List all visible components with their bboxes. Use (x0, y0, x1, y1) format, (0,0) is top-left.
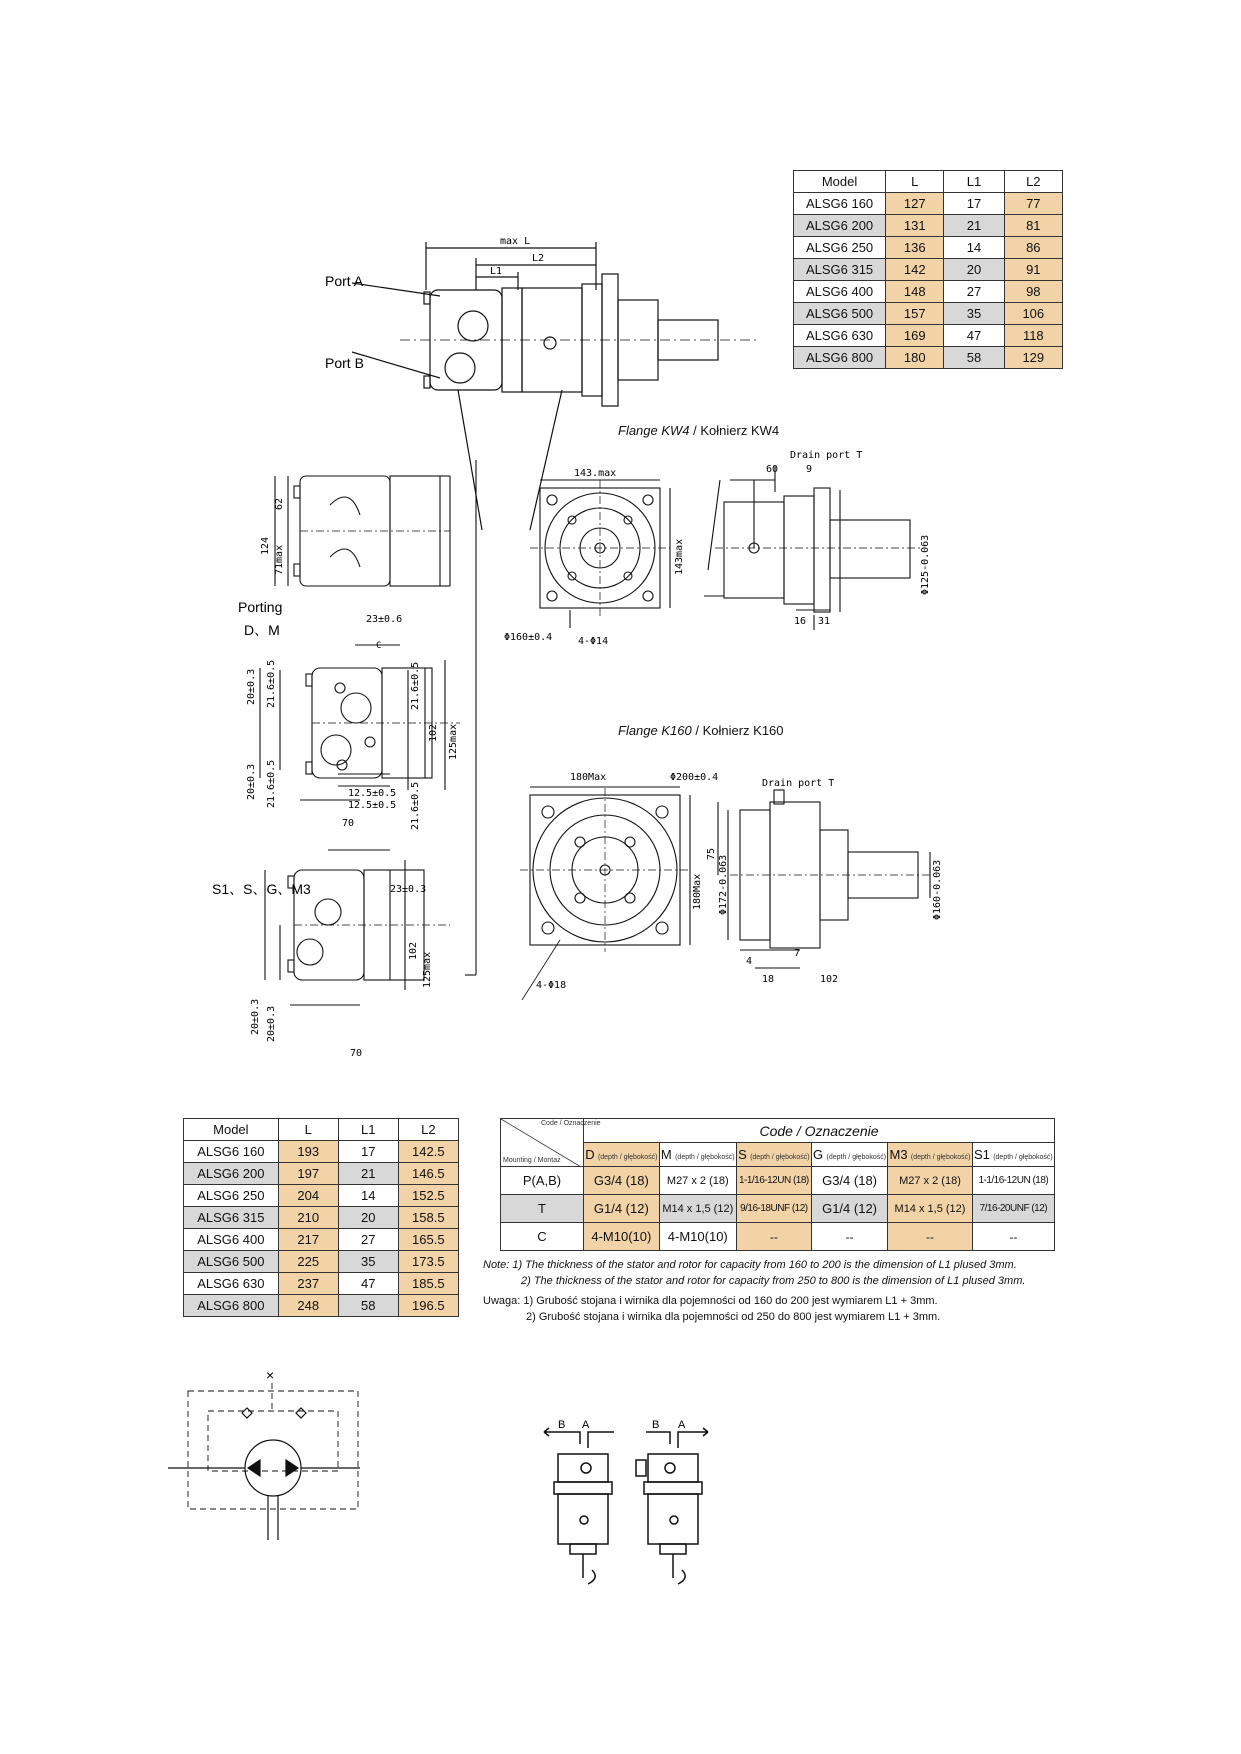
depth-note: (depth / głębokość) (597, 1154, 658, 1161)
dim-l1: L1 (490, 266, 503, 277)
l1-cell: 21 (944, 215, 1004, 237)
dim-31: 31 (818, 616, 831, 627)
code-cell: -- (811, 1223, 887, 1251)
l2-cell: 98 (1004, 281, 1062, 303)
dim-216-05-d: 21.6±0.5 (410, 781, 421, 830)
dim-4: 4 (746, 956, 753, 967)
l1-cell: 20 (338, 1207, 398, 1229)
code-cell: 9/16-18UNF (12) (736, 1195, 811, 1223)
l2-cell: 91 (1004, 259, 1062, 281)
code-cell: 4-M10(10) (584, 1223, 660, 1251)
rot-label-a1: A (582, 1419, 590, 1431)
dim-125-05-b: 12.5±0.5 (348, 800, 397, 811)
l-cell: 225 (278, 1251, 338, 1273)
depth-note: (depth / głębokość) (910, 1154, 971, 1161)
note-line: Note: 1) The thickness of the stator and rotor for capacity from 160 to 200 is the dimension of L1 plused 3mm. (483, 1259, 1017, 1271)
model-cell: ALSG6 400 (794, 281, 886, 303)
dim-20-03-b: 20±0.3 (246, 763, 257, 800)
table-row (184, 1207, 459, 1229)
code-header-m3 (888, 1143, 972, 1167)
l-cell: 148 (886, 281, 944, 303)
code-cell: G1/4 (12) (584, 1195, 660, 1223)
dimension-table-bottom (183, 1118, 459, 1317)
dim-125max-b: 125max (422, 951, 433, 988)
model-cell: ALSG6 200 (794, 215, 886, 237)
l-cell: 204 (278, 1185, 338, 1207)
l-cell: 248 (278, 1295, 338, 1317)
code-cell: 1-1/16-12UN (18) (736, 1167, 811, 1195)
l-cell: 180 (886, 347, 944, 369)
dim-216-05-c: 21.6±0.5 (266, 759, 277, 808)
dim-125-05-a: 12.5±0.5 (348, 788, 397, 799)
notes-en (483, 1257, 1103, 1289)
drain-port-label-2: Drain port T (762, 778, 835, 789)
rotation-diagrams (530, 1420, 730, 1590)
dim-60: 60 (766, 464, 779, 475)
row-label: P(A,B) (501, 1167, 584, 1195)
dim-l2: L2 (532, 253, 545, 264)
dim-phi125: Φ125-0.063 (920, 534, 931, 595)
depth-note: (depth / głębokość) (826, 1154, 887, 1161)
code-letter: S (738, 1147, 747, 1162)
model-cell: ALSG6 630 (794, 325, 886, 347)
dim-max-l: max L (500, 236, 531, 247)
dim-phi160b: Φ160-0.063 (932, 859, 943, 920)
l2-cell: 142.5 (398, 1141, 458, 1163)
dim-20-03-c: 20±0.3 (250, 998, 261, 1035)
table-row (794, 281, 1063, 303)
dim-23-03: 23±0.3 (390, 884, 427, 895)
table-row (794, 325, 1063, 347)
l1-cell: 47 (944, 325, 1004, 347)
l2-cell: 118 (1004, 325, 1062, 347)
l1-cell: 58 (338, 1295, 398, 1317)
col-header: L (278, 1119, 338, 1141)
dim-18: 18 (762, 974, 775, 985)
dim-75: 75 (706, 847, 717, 860)
code-header-m (659, 1143, 736, 1167)
dim-phi200: Φ200±0.4 (670, 772, 719, 783)
note-line: Uwaga: 1) Grubość stojana i wirnika dla pojemności od 160 do 200 jest wymiarem L1 + 3mm. (483, 1295, 938, 1307)
dim-62: 62 (274, 497, 285, 510)
dim-c: C (376, 641, 382, 651)
model-cell: ALSG6 315 (184, 1207, 279, 1229)
drain-port-label: Drain port T (790, 450, 863, 461)
l1-cell: 35 (338, 1251, 398, 1273)
flange-k160-caption (618, 723, 784, 738)
col-header: Model (794, 171, 886, 193)
dim-71max: 71max (274, 544, 285, 575)
dim-16: 16 (794, 616, 807, 627)
dim-102-b: 102 (408, 941, 419, 960)
l-cell: 157 (886, 303, 944, 325)
code-cell: -- (888, 1223, 972, 1251)
model-cell: ALSG6 500 (184, 1251, 279, 1273)
dim-4phi14: 4-Φ14 (578, 636, 609, 647)
l1-cell: 35 (944, 303, 1004, 325)
table-row (184, 1229, 459, 1251)
model-cell: ALSG6 800 (184, 1295, 279, 1317)
dim-20-03-d: 20±0.3 (266, 1005, 277, 1042)
table-row (794, 215, 1063, 237)
dim-216-05-b: 21.6±0.5 (410, 661, 421, 710)
l2-cell: 81 (1004, 215, 1062, 237)
dim-70-a: 70 (342, 818, 355, 829)
dim-143max: 143.max (574, 468, 617, 479)
rot-label-b1: B (558, 1419, 566, 1431)
code-cell: -- (972, 1223, 1054, 1251)
hydraulic-symbol (170, 1365, 370, 1550)
l-cell: 131 (886, 215, 944, 237)
note-line: 2) Grubość stojana i wirnika dla pojemności od 250 do 800 jest wymiarem L1 + 3mm. (526, 1311, 941, 1323)
table-row (501, 1195, 1055, 1223)
code-cell: -- (736, 1223, 811, 1251)
l-cell: 217 (278, 1229, 338, 1251)
code-header-d (584, 1143, 660, 1167)
model-cell: ALSG6 800 (794, 347, 886, 369)
table-row (794, 303, 1063, 325)
dim-phi160: Φ160±0.4 (504, 632, 553, 643)
l1-cell: 47 (338, 1273, 398, 1295)
table-row (184, 1185, 459, 1207)
l1-cell: 27 (338, 1229, 398, 1251)
row-label: T (501, 1195, 584, 1223)
l1-cell: 14 (944, 237, 1004, 259)
l2-cell: 146.5 (398, 1163, 458, 1185)
porting-views (212, 460, 510, 1060)
model-cell: ALSG6 160 (794, 193, 886, 215)
code-letter: S1 (973, 1147, 990, 1162)
l-cell: 169 (886, 325, 944, 347)
col-header: L2 (398, 1119, 458, 1141)
table-row (184, 1163, 459, 1185)
model-cell: ALSG6 160 (184, 1141, 279, 1163)
code-letter: M (660, 1147, 672, 1162)
caption-pl: / Kołnierz K160 (691, 723, 784, 738)
model-cell: ALSG6 250 (184, 1185, 279, 1207)
l2-cell: 158.5 (398, 1207, 458, 1229)
dim-125max-a: 125max (448, 723, 459, 760)
l-cell: 237 (278, 1273, 338, 1295)
corner-top-label: Code / Oznaczenie (541, 1120, 601, 1127)
l2-cell: 196.5 (398, 1295, 458, 1317)
l2-cell: 106 (1004, 303, 1062, 325)
rot-label-b2: B (652, 1419, 660, 1431)
symbol-x: × (266, 1367, 275, 1383)
dim-180max: 180Max (570, 772, 607, 783)
l2-cell: 86 (1004, 237, 1062, 259)
dim-20-03-a: 20±0.3 (246, 668, 257, 705)
porting-s-label: S1、S、G、M3 (212, 881, 311, 897)
col-header: L (886, 171, 944, 193)
porting-dm-label: D、M (244, 622, 280, 638)
corner-bottom-label: Mounting / Montaż (503, 1157, 561, 1164)
code-cell: 7/16-20UNF (12) (972, 1195, 1054, 1223)
table-row (794, 347, 1063, 369)
l2-cell: 185.5 (398, 1273, 458, 1295)
code-letter: G (813, 1147, 824, 1162)
code-cell: M14 x 1,5 (12) (888, 1195, 972, 1223)
dim-143max-v: 143max (674, 538, 685, 575)
dim-7: 7 (794, 948, 801, 959)
porting-label: Porting (238, 599, 283, 615)
notes-pl (483, 1293, 1103, 1325)
dim-124: 124 (260, 536, 271, 555)
code-corner-cell (501, 1119, 601, 1167)
table-row (794, 193, 1063, 215)
l-cell: 136 (886, 237, 944, 259)
model-cell: ALSG6 400 (184, 1229, 279, 1251)
dim-4phi18: 4-Φ18 (536, 980, 567, 991)
code-cell: G3/4 (18) (811, 1167, 887, 1195)
code-cell: 1-1/16-12UN (18) (972, 1167, 1054, 1195)
l-cell: 210 (278, 1207, 338, 1229)
code-title: Code / Oznaczenie (584, 1119, 1055, 1143)
l1-cell: 27 (944, 281, 1004, 303)
code-letter: D (585, 1147, 595, 1162)
table-row (184, 1273, 459, 1295)
caption-en: Flange K160 (618, 723, 692, 738)
depth-note: (depth / głębokość) (750, 1154, 810, 1161)
l1-cell: 17 (338, 1141, 398, 1163)
l1-cell: 14 (338, 1185, 398, 1207)
table-row (184, 1141, 459, 1163)
table-row (794, 237, 1063, 259)
l-cell: 197 (278, 1163, 338, 1185)
code-letter: M3 (889, 1147, 908, 1162)
col-header: L2 (1004, 171, 1062, 193)
code-header-s (736, 1143, 811, 1167)
dim-180max-v: 180Max (692, 873, 703, 910)
l-cell: 193 (278, 1141, 338, 1163)
model-cell: ALSG6 315 (794, 259, 886, 281)
table-row (184, 1295, 459, 1317)
depth-note: (depth / głębokość) (993, 1154, 1053, 1161)
note-line: 2) The thickness of the stator and rotor for capacity from 250 to 800 is the dimension of L1 plused 3mm. (521, 1275, 1026, 1287)
dim-216-05-a: 21.6±0.5 (266, 659, 277, 708)
l2-cell: 165.5 (398, 1229, 458, 1251)
dim-102-a: 102 (428, 723, 439, 742)
l1-cell: 20 (944, 259, 1004, 281)
col-header: Model (184, 1119, 279, 1141)
l-cell: 142 (886, 259, 944, 281)
code-cell: M14 x 1,5 (12) (659, 1195, 736, 1223)
code-header-s1 (972, 1143, 1054, 1167)
l2-cell: 77 (1004, 193, 1062, 215)
depth-note: (depth / głębokość) (675, 1154, 735, 1161)
dim-phi172: Φ172-0.063 (718, 854, 729, 915)
code-cell: 4-M10(10) (659, 1223, 736, 1251)
code-cell: M27 x 2 (18) (659, 1167, 736, 1195)
model-cell: ALSG6 250 (794, 237, 886, 259)
table-row (501, 1167, 1055, 1195)
flange-kw4-views (504, 420, 970, 660)
dim-23-06: 23±0.6 (366, 614, 403, 625)
l1-cell: 17 (944, 193, 1004, 215)
table-row (794, 259, 1063, 281)
code-cell: G3/4 (18) (584, 1167, 660, 1195)
l2-cell: 173.5 (398, 1251, 458, 1273)
flange-k160-views (500, 750, 970, 1010)
caption-en: Flange KW4 (618, 423, 690, 438)
code-cell: M27 x 2 (18) (888, 1167, 972, 1195)
col-header: L1 (338, 1119, 398, 1141)
code-cell: G1/4 (12) (811, 1195, 887, 1223)
table-row (501, 1223, 1055, 1251)
table-row (184, 1251, 459, 1273)
l1-cell: 58 (944, 347, 1004, 369)
dim-9: 9 (806, 464, 813, 475)
rot-label-a2: A (678, 1419, 686, 1431)
l-cell: 127 (886, 193, 944, 215)
code-table (500, 1118, 1055, 1251)
l2-cell: 129 (1004, 347, 1062, 369)
l2-cell: 152.5 (398, 1185, 458, 1207)
port-b-label: Port B (325, 355, 364, 371)
flange-kw4-caption (618, 423, 779, 438)
model-cell: ALSG6 500 (794, 303, 886, 325)
dimension-table-top (793, 170, 1063, 369)
motor-side-view (300, 230, 770, 430)
dim-70-b: 70 (350, 1048, 363, 1059)
code-header-g (811, 1143, 887, 1167)
caption-pl: / Kołnierz KW4 (689, 423, 780, 438)
col-header: L1 (944, 171, 1004, 193)
l1-cell: 21 (338, 1163, 398, 1185)
dim-102b: 102 (820, 974, 839, 985)
row-label: C (501, 1223, 584, 1251)
port-a-label: Port A (325, 273, 364, 289)
model-cell: ALSG6 200 (184, 1163, 279, 1185)
model-cell: ALSG6 630 (184, 1273, 279, 1295)
